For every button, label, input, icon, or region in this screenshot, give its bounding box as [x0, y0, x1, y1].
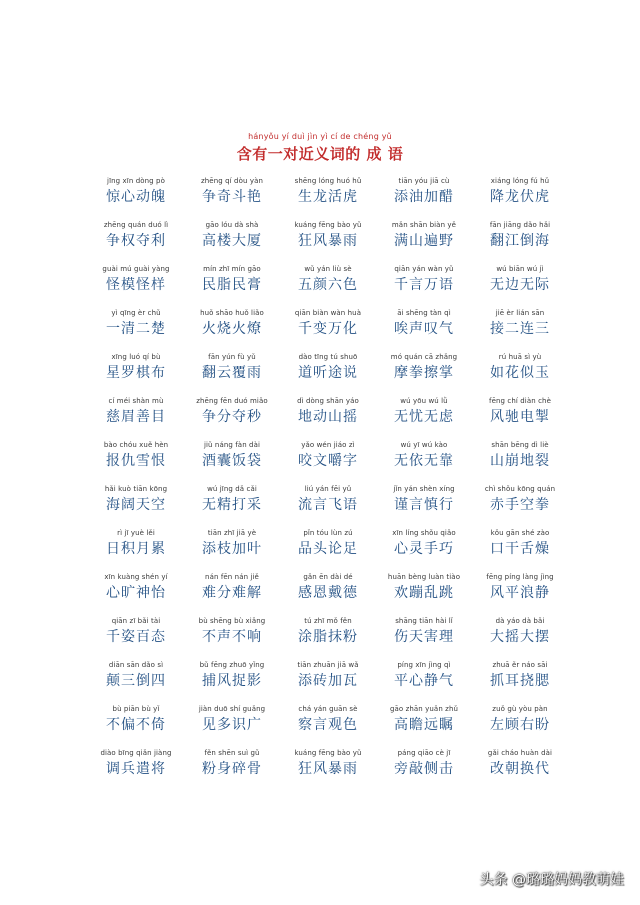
idiom-pinyin: jǐn yán shèn xíng: [393, 485, 455, 493]
idiom-characters: 风驰电掣: [490, 409, 550, 425]
idiom-item: [376, 704, 472, 748]
idiom-item: [184, 440, 280, 484]
idiom-characters: 海阔天空: [106, 497, 166, 513]
idiom-item: [88, 440, 184, 484]
idiom-pinyin: bù shēng bù xiǎng: [198, 617, 266, 625]
idiom-item: [280, 616, 376, 660]
idiom-pinyin: nán fēn nán jiě: [205, 573, 259, 581]
idiom-characters: 满山遍野: [394, 233, 454, 249]
idiom-pinyin: xīn líng shǒu qiǎo: [392, 529, 456, 537]
idiom-characters: 赤手空拳: [490, 497, 550, 513]
idiom-item: [472, 176, 568, 220]
idiom-item: [472, 220, 568, 264]
idiom-characters: 大摇大摆: [490, 629, 550, 645]
idiom-item: [376, 572, 472, 616]
idiom-item: [184, 572, 280, 616]
idiom-item: [472, 616, 568, 660]
idiom-pinyin: shān bēng dì liè: [491, 441, 549, 449]
idiom-pinyin: xīn kuàng shén yí: [104, 573, 168, 581]
idiom-item: [88, 660, 184, 704]
idiom-item: [280, 484, 376, 528]
idiom-characters: 欢蹦乱跳: [394, 585, 454, 601]
idiom-item: [88, 220, 184, 264]
idiom-item: [472, 748, 568, 792]
idiom-characters: 怪模怪样: [106, 277, 166, 293]
page-title: 含有一对近义词的 成 语: [236, 145, 404, 163]
idiom-item: [472, 528, 568, 572]
idiom-pinyin: qiān yán wàn yǔ: [394, 265, 454, 273]
idiom-characters: 狂风暴雨: [298, 233, 358, 249]
idiom-item: [184, 264, 280, 308]
idiom-item: [88, 264, 184, 308]
idiom-item: [376, 616, 472, 660]
idiom-item: [280, 220, 376, 264]
idiom-pinyin: chì shǒu kōng quán: [484, 485, 556, 493]
idiom-characters: 无精打采: [202, 497, 262, 513]
idiom-characters: 道听途说: [298, 365, 358, 381]
idiom-pinyin: pǐn tóu lùn zú: [303, 529, 353, 537]
idiom-pinyin: tiān yóu jiā cù: [398, 177, 450, 185]
idiom-pinyin: tiān zhī jiā yè: [207, 529, 257, 537]
idiom-item: [184, 484, 280, 528]
idiom-item: [472, 660, 568, 704]
idiom-item: [376, 264, 472, 308]
idiom-pinyin: kuáng fēng bào yǔ: [294, 749, 362, 757]
idiom-item: [376, 748, 472, 792]
idiom-characters: 千变万化: [298, 321, 358, 337]
idiom-pinyin: wú yī wú kào: [400, 441, 448, 449]
idiom-item: [184, 748, 280, 792]
idiom-characters: 争分夺秒: [202, 409, 262, 425]
idiom-characters: 难分难解: [202, 585, 262, 601]
idiom-pinyin: fān yún fù yǔ: [208, 353, 256, 361]
idiom-characters: 旁敲侧击: [394, 761, 454, 777]
idiom-characters: 心旷神怡: [106, 585, 166, 601]
idiom-item: [88, 308, 184, 352]
idiom-characters: 高楼大厦: [202, 233, 262, 249]
idiom-pinyin: zuǒ gù yòu pàn: [492, 705, 548, 713]
idiom-item: [472, 572, 568, 616]
idiom-pinyin: jiàn duō shí guǎng: [198, 705, 266, 713]
idiom-pinyin: diào bīng qiǎn jiàng: [100, 749, 172, 757]
idiom-item: [184, 528, 280, 572]
idiom-pinyin: tú zhī mǒ fěn: [304, 617, 352, 625]
idiom-pinyin: bào chóu xuě hèn: [103, 441, 169, 449]
idiom-characters: 报仇雪恨: [106, 453, 166, 469]
idiom-characters: 千言万语: [394, 277, 454, 293]
idiom-characters: 添油加醋: [394, 189, 454, 205]
idiom-pinyin: píng xīn jìng qì: [397, 661, 451, 669]
idiom-item: [376, 308, 472, 352]
idiom-pinyin: kǒu gān shé zào: [490, 529, 550, 537]
idiom-item: [280, 440, 376, 484]
idiom-characters: 摩拳擦掌: [394, 365, 454, 381]
idiom-pinyin: bǔ fēng zhuō yǐng: [199, 661, 265, 669]
idiom-item: [88, 352, 184, 396]
idiom-pinyin: shēng lóng huó hǔ: [294, 177, 362, 185]
idiom-item: [88, 176, 184, 220]
idiom-pinyin: wú jīng dǎ cǎi: [207, 485, 257, 493]
idiom-item: [280, 572, 376, 616]
idiom-item: [472, 308, 568, 352]
idiom-characters: 五颜六色: [298, 277, 358, 293]
idiom-pinyin: diān sān dǎo sì: [108, 661, 164, 669]
idiom-characters: 争权夺利: [106, 233, 166, 249]
idiom-item: [376, 176, 472, 220]
idiom-pinyin: cí méi shàn mù: [108, 397, 164, 405]
idiom-item: [184, 396, 280, 440]
idiom-pinyin: kuáng fēng bào yǔ: [294, 221, 362, 229]
idiom-item: [376, 484, 472, 528]
idiom-characters: 唉声叹气: [394, 321, 454, 337]
idiom-item: [472, 704, 568, 748]
idiom-item: [376, 396, 472, 440]
idiom-item: [88, 748, 184, 792]
idiom-characters: 翻江倒海: [490, 233, 550, 249]
idiom-characters: 谨言慎行: [394, 497, 454, 513]
idiom-pinyin: gǎi cháo huàn dài: [487, 749, 553, 757]
idiom-item: [376, 660, 472, 704]
idiom-characters: 不声不响: [202, 629, 262, 645]
idiom-pinyin: fēng chí diàn chè: [489, 397, 551, 405]
idiom-item: [184, 660, 280, 704]
idiom-item: [376, 220, 472, 264]
idiom-pinyin: chá yán guān sè: [298, 705, 358, 713]
idiom-item: [184, 352, 280, 396]
idiom-pinyin: mǎn shān biàn yě: [391, 221, 457, 229]
idiom-pinyin: wú biān wú jì: [496, 265, 544, 273]
idiom-pinyin: liú yán fēi yǔ: [304, 485, 352, 493]
idiom-characters: 抓耳挠腮: [490, 673, 550, 689]
idiom-pinyin: fěn shēn suì gǔ: [204, 749, 260, 757]
idiom-pinyin: āi shēng tàn qì: [397, 309, 451, 317]
idiom-item: [184, 704, 280, 748]
idiom-grid: [88, 176, 568, 792]
idiom-item: [376, 352, 472, 396]
idiom-characters: 左顾右盼: [490, 717, 550, 733]
watermark: 头条 @璐璐妈妈教萌娃: [479, 872, 624, 888]
idiom-pinyin: shāng tiān hài lǐ: [395, 617, 453, 625]
idiom-item: [376, 528, 472, 572]
idiom-characters: 涂脂抹粉: [298, 629, 358, 645]
idiom-characters: 伤天害理: [394, 629, 454, 645]
idiom-characters: 火烧火燎: [202, 321, 262, 337]
idiom-characters: 千姿百态: [106, 629, 166, 645]
title-pinyin: hányǒu yí duì jìn yì cí de chéng yǔ: [248, 132, 392, 141]
idiom-item: [280, 308, 376, 352]
idiom-item: [280, 660, 376, 704]
idiom-item: [88, 528, 184, 572]
idiom-pinyin: zhēng fēn duó miǎo: [196, 397, 268, 405]
idiom-pinyin: gāo zhān yuǎn zhǔ: [389, 705, 459, 713]
idiom-characters: 无忧无虑: [394, 409, 454, 425]
idiom-item: [184, 308, 280, 352]
idiom-pinyin: xiáng lóng fú hǔ: [490, 177, 550, 185]
idiom-characters: 高瞻远瞩: [394, 717, 454, 733]
idiom-pinyin: jiǔ náng fàn dài: [203, 441, 261, 449]
idiom-characters: 粉身碎骨: [202, 761, 262, 777]
idiom-characters: 口干舌燥: [490, 541, 550, 557]
idiom-characters: 无依无靠: [394, 453, 454, 469]
idiom-pinyin: mó quán cā zhǎng: [390, 353, 458, 361]
idiom-item: [280, 396, 376, 440]
idiom-characters: 接二连三: [490, 321, 550, 337]
idiom-characters: 翻云覆雨: [202, 365, 262, 381]
idiom-pinyin: tiān zhuān jiā wǎ: [297, 661, 359, 669]
idiom-characters: 酒囊饭袋: [202, 453, 262, 469]
idiom-pinyin: guài mú guài yàng: [102, 265, 170, 273]
idiom-item: [88, 572, 184, 616]
idiom-item: [280, 176, 376, 220]
idiom-characters: 感恩戴德: [298, 585, 358, 601]
idiom-characters: 风平浪静: [490, 585, 550, 601]
idiom-pinyin: zhēng qí dòu yàn: [201, 177, 263, 185]
idiom-pinyin: huǒ shāo huǒ liǎo: [200, 309, 264, 317]
idiom-pinyin: bù piān bù yǐ: [112, 705, 160, 713]
idiom-item: [280, 528, 376, 572]
idiom-pinyin: qiān zī bǎi tài: [111, 617, 161, 625]
idiom-characters: 品头论足: [298, 541, 358, 557]
idiom-characters: 心灵手巧: [394, 541, 454, 557]
idiom-characters: 咬文嚼字: [298, 453, 358, 469]
idiom-characters: 星罗棋布: [106, 365, 166, 381]
idiom-item: [472, 440, 568, 484]
idiom-pinyin: xīng luó qí bù: [111, 353, 161, 361]
idiom-item: [280, 264, 376, 308]
idiom-item: [472, 264, 568, 308]
idiom-characters: 添砖加瓦: [298, 673, 358, 689]
idiom-pinyin: yì qīng èr chǔ: [111, 309, 161, 317]
idiom-item: [280, 704, 376, 748]
idiom-characters: 日积月累: [106, 541, 166, 557]
idiom-pinyin: fān jiāng dǎo hǎi: [489, 221, 551, 229]
idiom-characters: 如花似玉: [490, 365, 550, 381]
idiom-characters: 山崩地裂: [490, 453, 550, 469]
idiom-characters: 降龙伏虎: [490, 189, 550, 205]
idiom-pinyin: wǔ yán liù sè: [304, 265, 352, 273]
idiom-characters: 惊心动魄: [106, 189, 166, 205]
idiom-pinyin: jīng xīn dòng pò: [107, 177, 165, 185]
idiom-item: [472, 352, 568, 396]
idiom-characters: 察言观色: [298, 717, 358, 733]
idiom-characters: 慈眉善目: [106, 409, 166, 425]
idiom-characters: 无边无际: [490, 277, 550, 293]
idiom-characters: 平心静气: [394, 673, 454, 689]
idiom-pinyin: dì dòng shān yáo: [297, 397, 359, 405]
idiom-characters: 一清二楚: [106, 321, 166, 337]
idiom-characters: 民脂民膏: [202, 277, 262, 293]
idiom-characters: 地动山摇: [298, 409, 358, 425]
idiom-pinyin: huān bèng luàn tiào: [387, 573, 461, 581]
idiom-characters: 调兵遣将: [106, 761, 166, 777]
document-header: [0, 132, 640, 164]
idiom-characters: 添枝加叶: [202, 541, 262, 557]
idiom-item: [184, 220, 280, 264]
idiom-pinyin: hǎi kuò tiān kōng: [104, 485, 168, 493]
idiom-item: [88, 396, 184, 440]
idiom-pinyin: páng qiāo cè jī: [397, 749, 451, 757]
idiom-characters: 颠三倒四: [106, 673, 166, 689]
idiom-item: [472, 396, 568, 440]
idiom-pinyin: gāo lóu dà shà: [205, 221, 259, 229]
idiom-pinyin: yǎo wén jiáo zì: [301, 441, 355, 449]
idiom-item: [280, 352, 376, 396]
idiom-item: [184, 616, 280, 660]
idiom-pinyin: fēng píng làng jìng: [486, 573, 554, 581]
idiom-pinyin: dà yáo dà bǎi: [495, 617, 545, 625]
idiom-pinyin: rì jī yuè lěi: [117, 529, 155, 537]
idiom-pinyin: gǎn ēn dài dé: [303, 573, 353, 581]
idiom-characters: 见多识广: [202, 717, 262, 733]
idiom-characters: 捕风捉影: [202, 673, 262, 689]
idiom-characters: 流言飞语: [298, 497, 358, 513]
idiom-pinyin: wú yōu wú lǜ: [400, 397, 448, 405]
idiom-characters: 狂风暴雨: [298, 761, 358, 777]
idiom-characters: 生龙活虎: [298, 189, 358, 205]
idiom-pinyin: rú huā sì yù: [498, 353, 542, 361]
idiom-item: [184, 176, 280, 220]
idiom-characters: 改朝换代: [490, 761, 550, 777]
idiom-pinyin: zhuā ěr náo sāi: [492, 661, 548, 669]
idiom-characters: 不偏不倚: [106, 717, 166, 733]
idiom-characters: 争奇斗艳: [202, 189, 262, 205]
idiom-pinyin: zhēng quán duó lì: [103, 221, 169, 229]
idiom-pinyin: qiān biàn wàn huà: [294, 309, 362, 317]
idiom-pinyin: dào tīng tú shuō: [298, 353, 358, 361]
idiom-item: [376, 440, 472, 484]
idiom-item: [472, 484, 568, 528]
idiom-item: [88, 484, 184, 528]
idiom-item: [88, 616, 184, 660]
idiom-item: [88, 704, 184, 748]
idiom-item: [280, 748, 376, 792]
idiom-pinyin: mín zhī mín gāo: [203, 265, 261, 273]
idiom-pinyin: jiē èr lián sān: [495, 309, 545, 317]
